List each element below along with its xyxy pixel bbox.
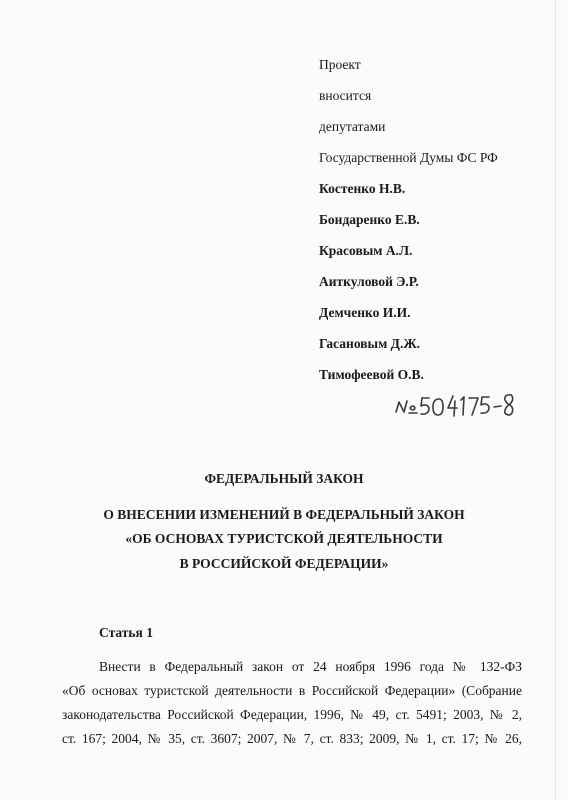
- author-name: Бондаренко Е.В.: [319, 212, 420, 227]
- law-type-title: ФЕДЕРАЛЬНЫЙ ЗАКОН: [204, 471, 364, 486]
- author-name: Костенко Н.В.: [319, 181, 406, 196]
- introduced-label: вносится: [319, 88, 372, 103]
- page-edge: [555, 0, 556, 800]
- author-name: Демченко И.И.: [319, 305, 411, 320]
- author-name: Гасановым Д.Ж.: [319, 336, 421, 351]
- header-block: [319, 56, 498, 397]
- law-title-line-2: «ОБ ОСНОВАХ ТУРИСТСКОЙ ДЕЯТЕЛЬНОСТИ: [125, 531, 443, 546]
- article-heading: Статья 1: [99, 625, 153, 640]
- project-label: Проект: [319, 57, 361, 72]
- body-line: ст. 167; 2004, № 35, ст. 3607; 2007, № 7, ст. 833; 2009, № 1, ст. 17; № 26,: [62, 731, 522, 746]
- law-title-line-1: О ВНЕСЕНИИ ИЗМЕНЕНИЙ В ФЕДЕРАЛЬНЫЙ ЗАКОН: [103, 507, 465, 522]
- body-line: Внести в Федеральный закон от 24 ноября 1996 года № 132-ФЗ: [99, 659, 522, 674]
- article-body: [62, 655, 522, 751]
- law-title-line-3: В РОССИЙСКОЙ ФЕДЕРАЦИИ»: [179, 556, 389, 571]
- body-line: законодательства Российской Федерации, 1996, № 49, ст. 5491; 2003, № 2,: [62, 707, 522, 722]
- handwritten-registration-number: [393, 388, 518, 429]
- author-name: Аиткуловой Э.Р.: [319, 274, 419, 289]
- author-name: Тимофеевой О.В.: [319, 367, 424, 382]
- body-line: «Об основах туристской деятельности в Российской Федерации» (Собрание: [62, 683, 522, 698]
- handwritten-number-svg: [393, 388, 518, 424]
- deputies-label: депутатами: [319, 119, 386, 134]
- author-name: Красовым А.Л.: [319, 243, 413, 258]
- duma-label: Государственной Думы ФС РФ: [319, 150, 498, 165]
